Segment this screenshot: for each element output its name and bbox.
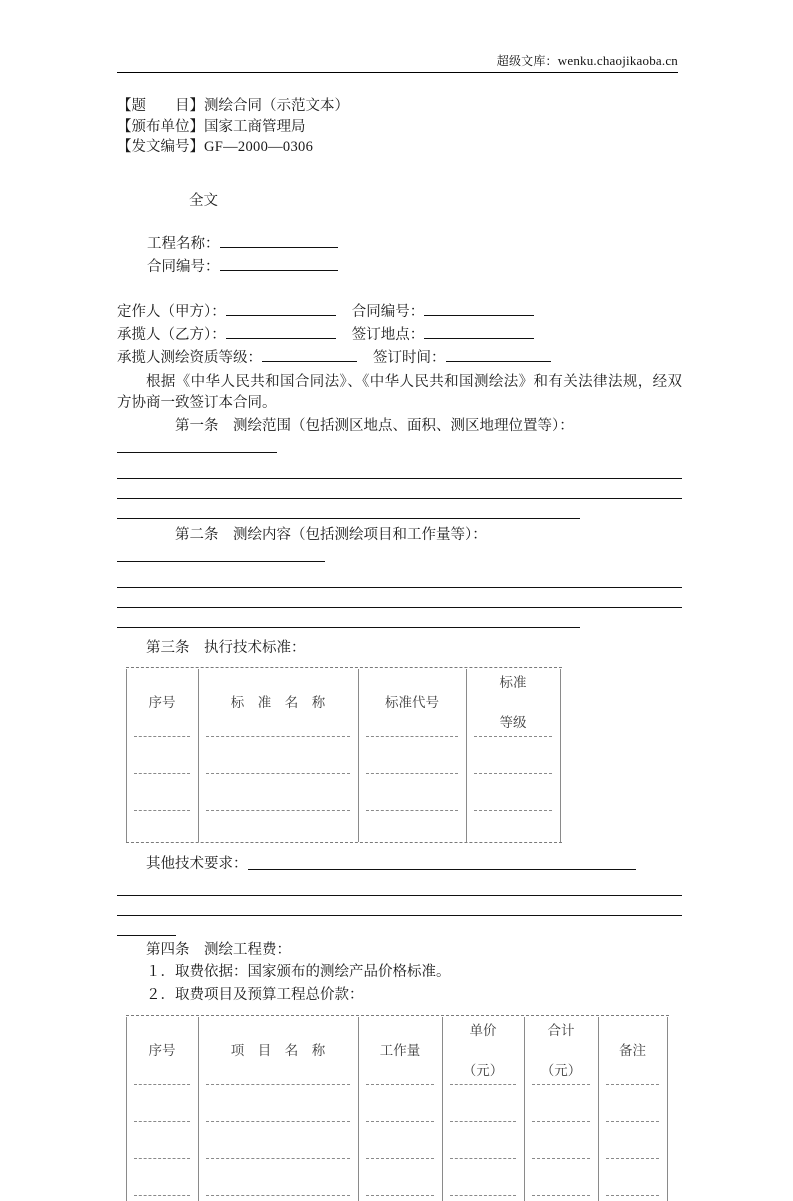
preamble-paragraph: 根据《中华人民共和国合同法》、《中华人民共和国测绘法》和有关法律法规，经双方协商一致签订本合同。 (117, 373, 682, 411)
fees-table-sep-1 (126, 1079, 669, 1090)
fees-table (126, 1015, 669, 1201)
clause-1-line-2[interactable] (117, 479, 682, 499)
standards-table-row-2[interactable] (126, 779, 562, 805)
fees-col-2-header: 工作量 (379, 1043, 421, 1059)
fees-col-4-header-bottom: （元） (540, 1063, 582, 1079)
fees-table-row-3[interactable] (126, 1164, 669, 1190)
meta-issuer-line (117, 117, 682, 138)
other-tech-text: 其他技术要求： (146, 856, 248, 872)
standards-table-bottom-border (126, 842, 562, 844)
field-project-name-label: 工程名称： (147, 235, 220, 252)
standards-col-3-header-bottom: 等级 (499, 715, 527, 731)
contract-no-input[interactable] (424, 300, 534, 316)
party-row-b (117, 323, 682, 346)
other-tech-line-2[interactable] (117, 896, 682, 916)
sign-place-input[interactable] (424, 323, 534, 339)
sign-time-input[interactable] (446, 346, 551, 362)
standards-col-1-header: 标 准 名 称 (230, 695, 326, 711)
clause-4-item-1: １．取费依据：国家颁布的测绘产品价格标准。 (146, 964, 451, 980)
clause-4-item-2: ２．取费项目及预算工程总价款： (146, 986, 364, 1003)
site-url: wenku.chaojikaoba.cn (557, 53, 678, 68)
clause-2-text: 第二条 测绘内容（包括测绘项目和工作量等）： (175, 526, 487, 543)
clause-4-heading: 第四条 测绘工程费： (146, 941, 291, 958)
meta-issuer-value: 国家工商管理局 (204, 118, 306, 135)
sign-place-label: 签订地点： (351, 326, 425, 343)
other-tech-line-1[interactable] (117, 876, 682, 896)
party-a-input[interactable] (226, 300, 336, 316)
meta-title-key: 【题 目】 (117, 98, 204, 114)
standards-col-2-header: 标准代号 (385, 695, 439, 711)
fees-col-0-header: 序号 (148, 1043, 176, 1059)
other-tech-heading (117, 854, 682, 876)
clause-1-heading (117, 416, 682, 459)
fees-col-4-header-top: 合计 (547, 1023, 575, 1039)
project-fields (147, 232, 682, 278)
fees-table-sep-4 (126, 1190, 669, 1201)
meta-docnum-line (117, 137, 682, 158)
sign-time-label: 签订时间： (373, 349, 446, 366)
party-row-a (117, 300, 682, 323)
clause-2-line-1[interactable] (117, 568, 682, 588)
clause-3-heading: 第三条 执行技术标准： (146, 639, 306, 656)
clause-1-line-1[interactable] (117, 459, 682, 479)
fees-col-1-header: 项 目 名 称 (230, 1043, 326, 1059)
standards-col-3-header-top: 标准 (499, 675, 527, 691)
other-tech-line-3[interactable] (117, 916, 176, 936)
field-contract-no (147, 255, 682, 278)
clause-1-line-3[interactable] (117, 499, 580, 519)
fees-table-row-2[interactable] (126, 1127, 669, 1153)
field-contract-no-input[interactable] (220, 255, 338, 271)
party-a-label: 定作人（甲方）： (117, 303, 226, 320)
meta-issuer-key: 【颁布单位】 (117, 118, 204, 135)
standards-table-sep-2 (126, 768, 562, 779)
fees-col-3-header-top: 单价 (469, 1023, 497, 1039)
fees-table-sep-3 (126, 1153, 669, 1164)
document-body (117, 96, 682, 1201)
standards-table-header-row (126, 669, 562, 731)
clause-1-input[interactable] (117, 438, 277, 453)
clause-1-text: 第一条 测绘范围（包括测区地点、面积、测区地理位置等）： (175, 417, 574, 434)
party-fields (117, 300, 682, 369)
meta-docnum-value: GF—2000—0306 (204, 139, 314, 155)
qualification-input[interactable] (262, 346, 357, 362)
section-heading-quanwen: 全文 (189, 192, 218, 209)
site-label: 超级文库： (496, 54, 558, 68)
clause-2-line-3[interactable] (117, 608, 580, 628)
standards-table-sep-1 (126, 731, 562, 742)
standards-table (126, 667, 562, 844)
standards-table-row-3[interactable] (126, 816, 562, 842)
field-project-name-input[interactable] (220, 232, 338, 248)
other-tech-input[interactable] (248, 855, 636, 870)
field-contract-no-label: 合同编号： (147, 258, 220, 275)
standards-col-0-header: 序号 (148, 695, 176, 711)
fees-table-header-row (126, 1017, 669, 1079)
meta-title-line (117, 96, 682, 117)
clause-2-input[interactable] (117, 547, 325, 562)
party-b-input[interactable] (226, 323, 336, 339)
party-b-label: 承揽人（乙方）： (117, 326, 226, 343)
clause-2-heading (117, 525, 682, 568)
contract-no-label: 合同编号： (351, 303, 425, 320)
fees-table-row-1[interactable] (126, 1090, 669, 1116)
clause-2-line-2[interactable] (117, 588, 682, 608)
meta-docnum-key: 【发文编号】 (117, 139, 204, 155)
fees-col-5-header: 备注 (619, 1043, 646, 1059)
party-row-qualification (117, 346, 682, 369)
standards-table-row-1[interactable] (126, 742, 562, 768)
field-project-name (147, 232, 682, 255)
standards-table-sep-3 (126, 805, 562, 816)
qualification-label: 承揽人测绘资质等级： (117, 349, 262, 366)
meta-block (117, 96, 682, 158)
fees-col-3-header-bottom: （元） (462, 1063, 504, 1079)
meta-title-value: 测绘合同（示范文本） (204, 98, 349, 114)
page-running-header (117, 52, 678, 73)
